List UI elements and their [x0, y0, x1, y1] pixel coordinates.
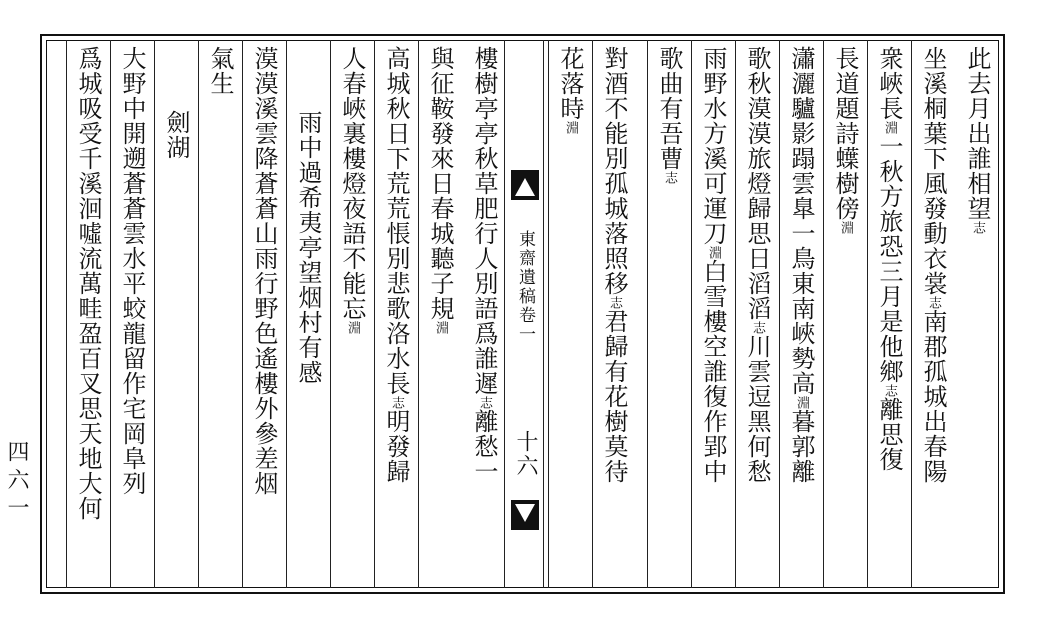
text-column-14: 人春峽裏樓燈夜語不能忘淵 [330, 40, 374, 588]
fish-tail-top-icon [511, 170, 539, 200]
outer-page-number: 四六一 [4, 440, 29, 524]
text-column-12: 與征鞍發來日春城聽子規淵 [418, 40, 462, 588]
poem-title-jianhu: 劍湖 [154, 40, 198, 588]
text-column-5: 瀟灑驢影蹋雲臯一鳥東南峽勢高淵暮郭離 [779, 40, 823, 588]
text-column-16: 漠漠溪雲降蒼蒼山雨行野色遙樓外參差烟 [242, 40, 286, 588]
text-column-1: 此去月出誰相望志 [963, 46, 991, 234]
poem-title-rain: 雨中過希夷亭望烟村有感 [286, 40, 330, 588]
text-column-7: 雨野水方溪可運刀淵白雪樓空誰復作郢中 [691, 40, 735, 588]
text-column-2: 坐溪桐葉下風發動衣裳志南郡孤城出春陽 [911, 40, 955, 588]
text-column-9: 對酒不能別孤城落照移志君歸有花樹莫待 [592, 40, 636, 588]
text-column-6: 歌秋漠漠旅燈歸思日滔滔志川雲逗黑何愁 [735, 40, 779, 588]
text-column-3: 衆峽長淵一秋方旅恐三月是他鄉志離思復 [867, 40, 911, 588]
text-column-8: 歌曲有吾曹志 [647, 40, 691, 588]
volume-title: 東齋遺稿卷一 [515, 230, 535, 344]
text-column-11: 樓樹亭亭秋草肥行人別語爲誰遲志離愁一 [470, 46, 498, 484]
text-column-20: 爲城吸受千溪洄噓流萬畦盈百叉思天地大何 [66, 40, 110, 588]
text-column-19: 大野中開遡蒼蒼雲水平蛟龍留作宅岡阜列 [110, 40, 154, 588]
text-column-17: 氣生 [198, 40, 242, 588]
folio-number: 十六 [513, 430, 538, 478]
text-column-13: 高城秋日下荒荒悵別悲歌洛水長志明發歸 [374, 40, 418, 588]
fish-tail-bottom-icon [511, 500, 539, 530]
center-fold [504, 40, 544, 588]
text-column-10: 花落時淵 [548, 40, 592, 588]
text-column-4: 長道題詩蠂樹傍淵 [823, 40, 867, 588]
